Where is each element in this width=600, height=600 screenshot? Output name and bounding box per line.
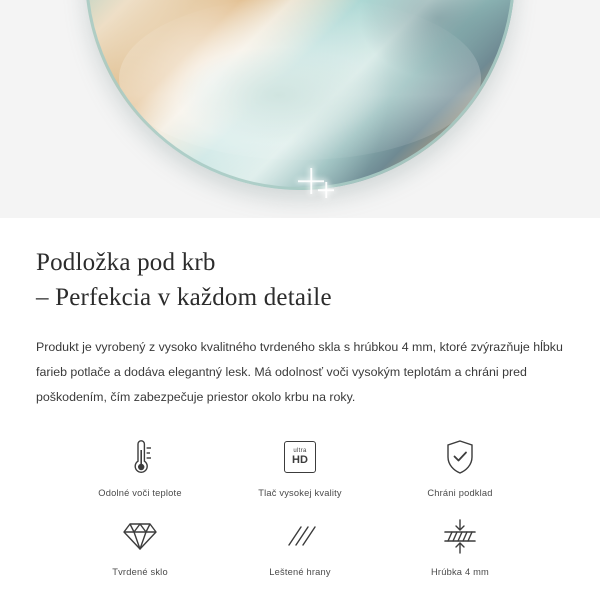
feature-label: Hrúbka 4 mm xyxy=(431,567,489,578)
feature-list xyxy=(36,435,564,577)
feature-item xyxy=(220,435,380,498)
content-section xyxy=(0,218,600,577)
headline-line-2: – Perfekcia v každom detaile xyxy=(36,283,332,311)
page-title xyxy=(36,246,564,315)
feature-item xyxy=(380,435,540,498)
glass-board-product-image xyxy=(85,0,515,190)
feature-label: Leštené hrany xyxy=(269,567,331,578)
polished-edges-icon xyxy=(283,514,317,558)
description-paragraph: Produkt je vyrobený z vysoko kvalitného tvrdeného skla s hrúbkou 4 mm, ktoré zvýrazňuje hĺbku farieb potlače a dodáva elegantný lesk. Má odolnosť voči vysokým teplotám a chráni pred poškodením, čím zabezpečuje priestor okolo krbu na roky. xyxy=(36,340,563,404)
hero-image xyxy=(0,0,600,218)
headline-line-1: Podložka pod krb xyxy=(36,249,216,276)
thickness-arrows-icon xyxy=(439,514,481,558)
feature-label: Tvrdené sklo xyxy=(112,567,168,578)
feature-item xyxy=(220,514,380,577)
feature-item xyxy=(380,514,540,577)
thermometer-icon xyxy=(127,435,153,479)
diamond-icon xyxy=(122,514,158,558)
board-gloss-overlay xyxy=(119,0,480,160)
feature-label: Odolné voči teplote xyxy=(98,488,182,499)
ultra-hd-badge-bottom: HD xyxy=(292,454,308,467)
feature-label: Chráni podklad xyxy=(427,488,493,499)
feature-item xyxy=(60,514,220,577)
feature-label: Tlač vysokej kvality xyxy=(258,488,342,499)
ultra-hd-badge-top: ultra xyxy=(293,448,307,455)
ultra-hd-icon xyxy=(284,435,316,479)
feature-item xyxy=(60,435,220,498)
shield-check-icon xyxy=(444,435,476,479)
